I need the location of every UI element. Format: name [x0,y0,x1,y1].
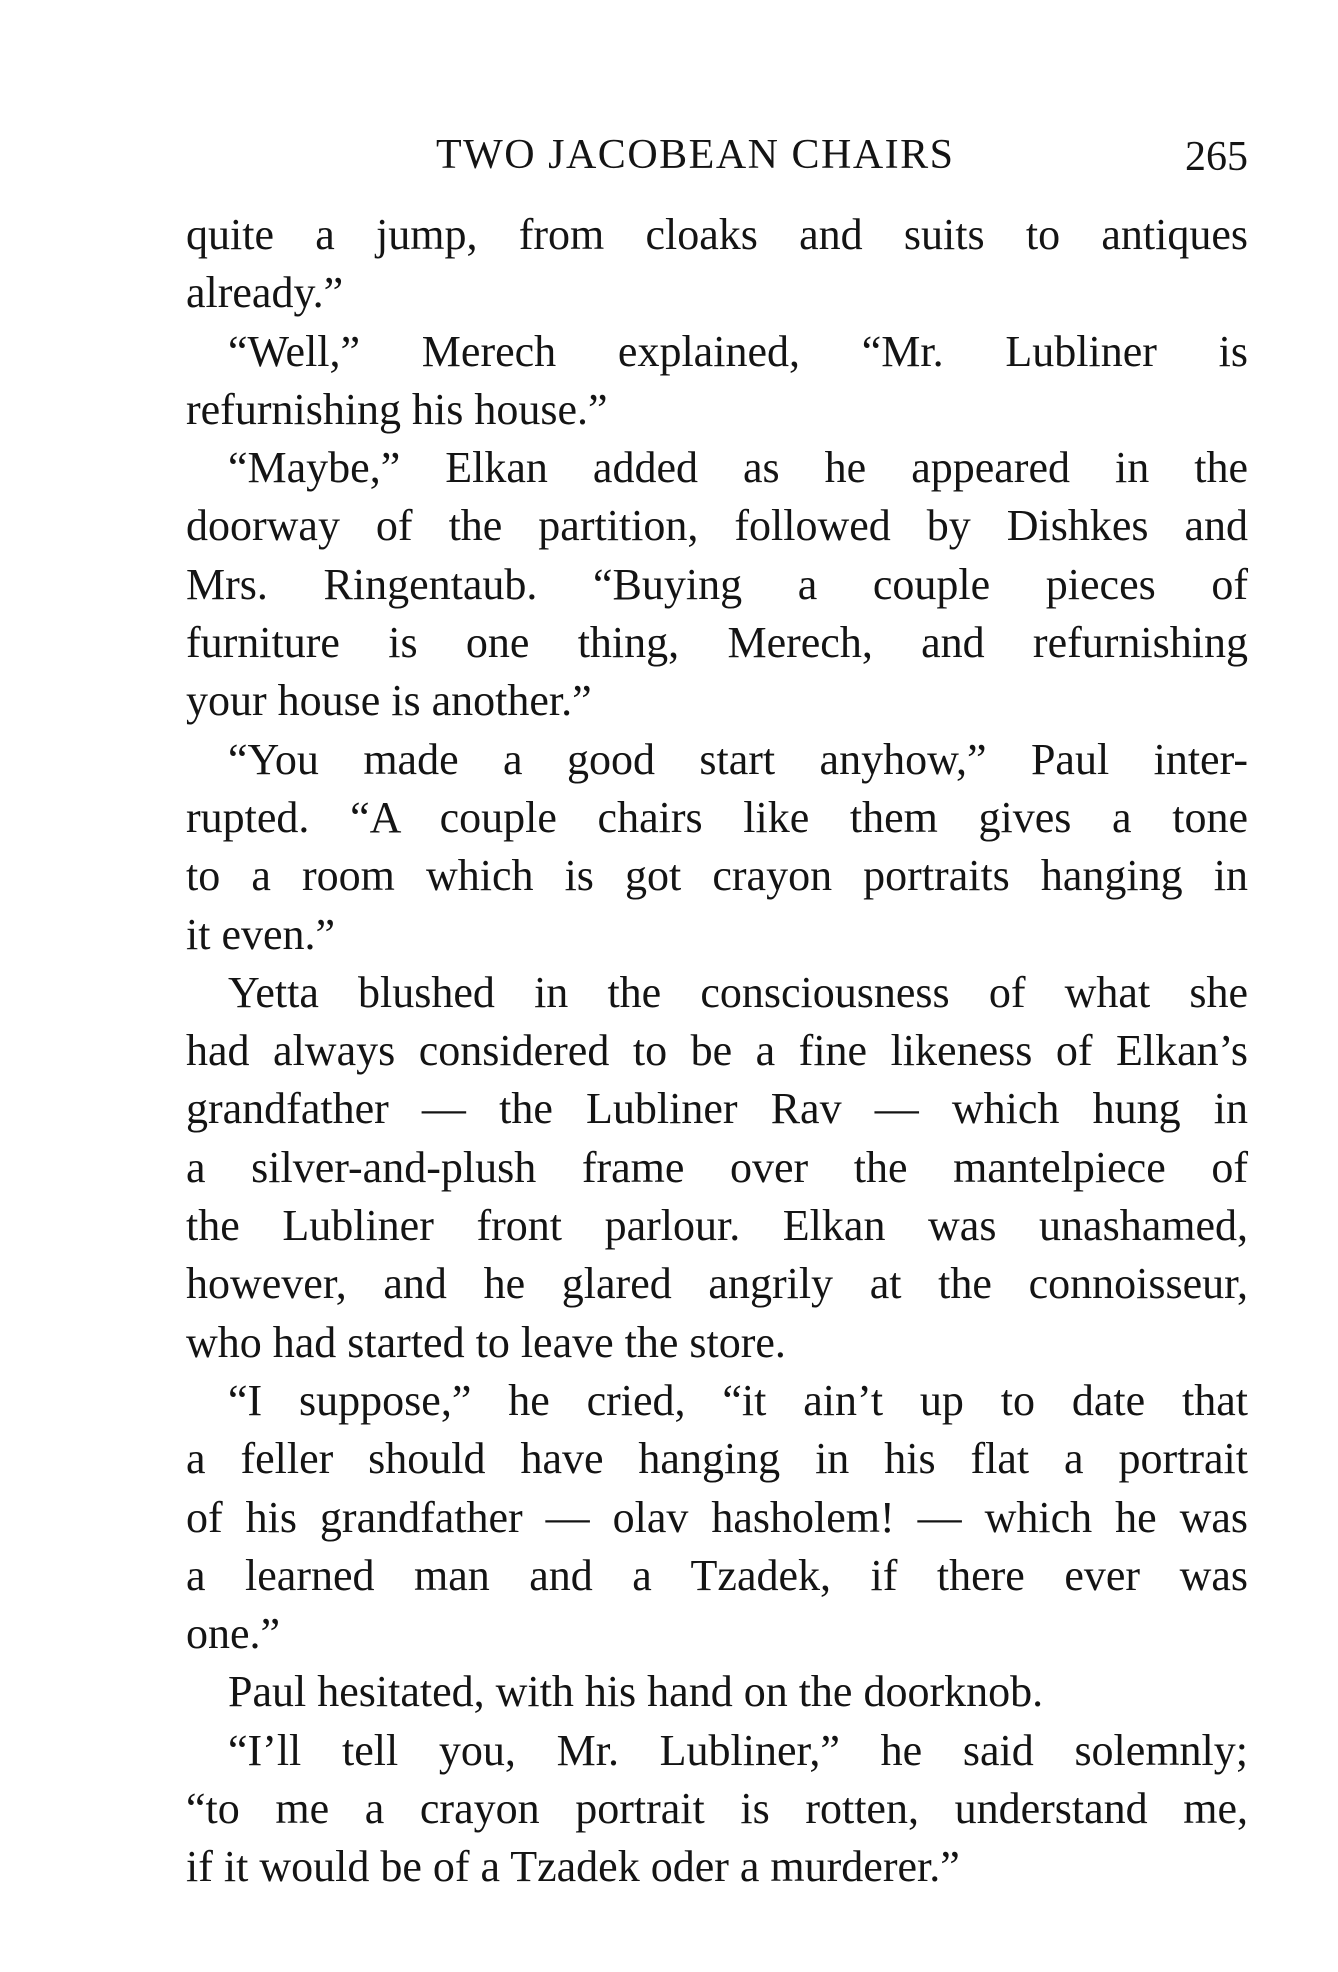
text-line: the Lubliner front parlour. Elkan was unashamed, [186,1201,1248,1251]
text-line: “I suppose,” he cried, “it ain’t up to date that [228,1375,1248,1425]
text-line: “I’ll tell you, Mr. Lubliner,” he said solemnly; [228,1725,1248,1775]
text-line: grandfather — the Lubliner Rav — which hung in [186,1084,1248,1134]
text-line: Mrs. Ringentaub. “Buying a couple pieces of [186,559,1248,609]
text-line: to a room which is got crayon portraits hanging in [186,851,1248,901]
text-line: quite a jump, from cloaks and suits to antiques [186,210,1248,259]
text-line: a feller should have hanging in his flat a portrait [186,1434,1248,1484]
text-line: it even.” [186,909,336,959]
text-line: a learned man and a Tzadek, if there ever was [186,1550,1248,1600]
text-line: had always considered to be a fine likeness of Elkan’s [186,1026,1248,1076]
text-line: who had started to leave the store. [186,1317,786,1367]
text-line: a silver-and-plush frame over the mantelpiece of [186,1142,1248,1192]
text-line: Paul hesitated, with his hand on the doorknob. [228,1667,1044,1717]
running-title: TWO JACOBEAN CHAIRS [436,132,955,178]
text-line: doorway of the partition, followed by Dishkes and [186,501,1248,551]
text-line: “You made a good start anyhow,” Paul inter- [228,734,1248,784]
page-header [186,128,1248,182]
text-line: your house is another.” [186,676,592,726]
text-line: “Well,” Merech explained, “Mr. Lubliner is [228,326,1248,376]
body-text [186,206,1248,1897]
text-line: already.” [186,268,344,318]
text-line: if it would be of a Tzadek oder a murderer.” [186,1842,960,1892]
text-line: “to me a crayon portrait is rotten, understand me, [186,1784,1248,1834]
text-line: of his grandfather — olav hasholem! — which he was [186,1492,1248,1542]
page-number: 265 [1185,134,1248,180]
text-line: “Maybe,” Elkan added as he appeared in the [228,443,1248,493]
text-line: one.” [186,1609,281,1659]
text-line: refurnishing his house.” [186,384,608,434]
text-line: furniture is one thing, Merech, and refurnishing [186,618,1248,668]
text-line: Yetta blushed in the consciousness of what she [228,967,1248,1017]
text-line: however, and he glared angrily at the connoisseur, [186,1259,1248,1309]
text-line: rupted. “A couple chairs like them gives a tone [186,792,1248,842]
